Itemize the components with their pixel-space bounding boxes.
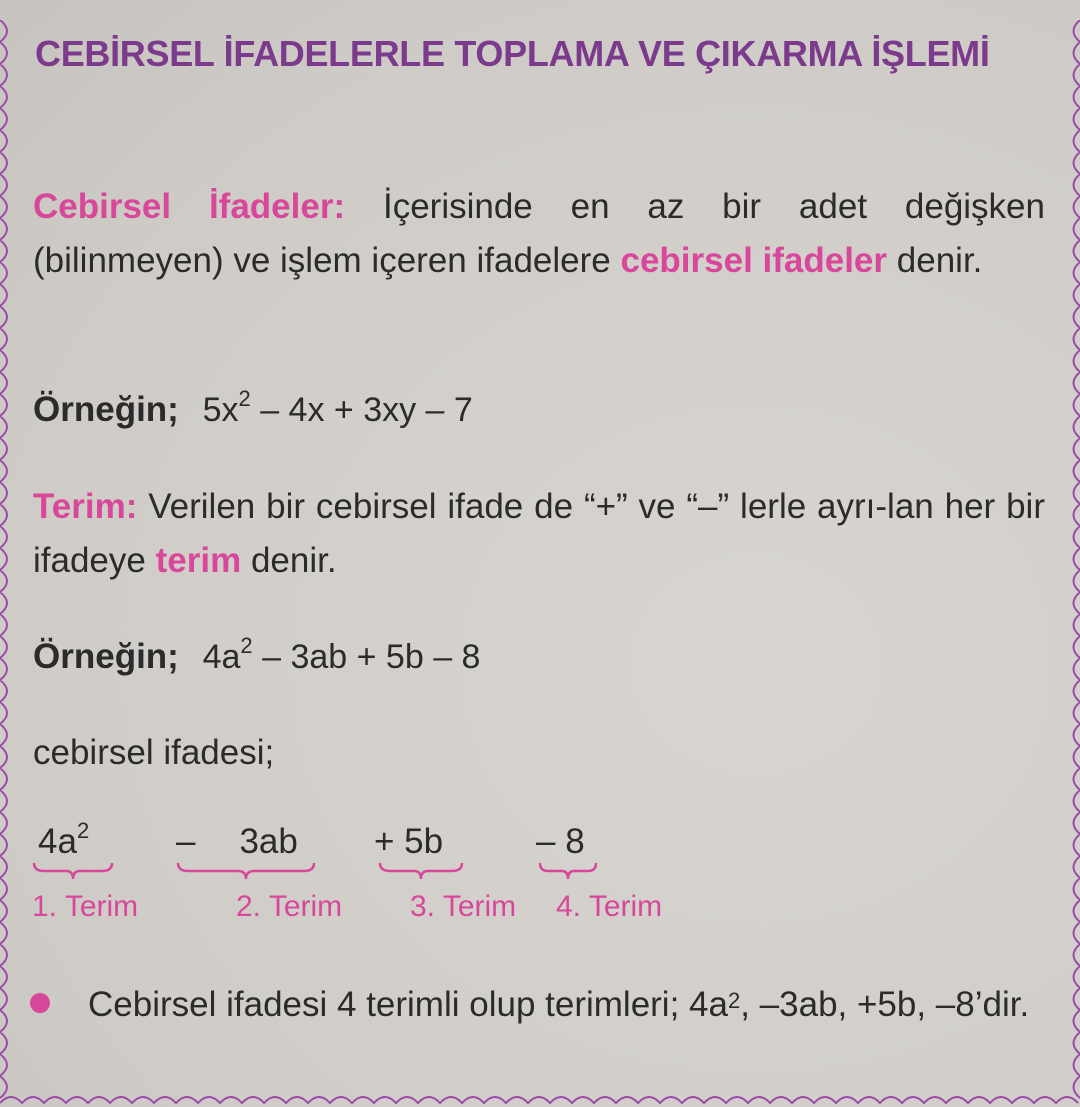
example-1 [33,386,473,430]
expression-caption: cebirsel ifadesi; [33,733,275,772]
term-definition-paragraph [33,480,1045,588]
definition-label: Cebirsel İfadeler: [33,187,346,226]
underbrace-3 [378,860,464,882]
definition-text-1: İçerisinde en az bir adet değişken (bilinmeyen) ve işlem içeren ifadelere [33,187,1045,280]
term-highlight: terim [155,541,242,580]
example-2-label: Örneğin; [33,637,179,676]
example-2 [33,633,481,677]
term-1: $4a^2$ [38,818,90,861]
term-text-1: Verilen bir cebirsel ifade de “+” ve “–” lerle ayrı-lan her bir ifadeye [33,487,1045,580]
definition-highlight: cebirsel ifadeler [620,241,888,280]
term-1-label: 1. Terim [32,890,139,923]
page-title: CEBİRSEL İFADELERLE TOPLAMA VE ÇIKARMA İŞLEMİ [35,33,990,74]
underbrace-4 [538,860,598,882]
bottom-scallop-border [0,1093,1080,1107]
example-2-expression: $4a^2 - 3ab + 5b - 8$ [202,633,481,676]
example-1-expression: $5x^2 - 4x + 3xy - 7$ [202,386,473,429]
term-3: + 5b [374,822,444,861]
term-2-label: 2. Terim [236,890,343,923]
right-scallop-border [1066,20,1080,1100]
term-label: Terim: [33,487,138,526]
underbrace-2 [176,860,316,882]
term-text-2: denir. [250,541,337,580]
definition-paragraph [33,180,1045,288]
term-3-label: 3. Terim [410,890,517,923]
bullet-text: Cebirsel ifadesi 4 terimli olup terimleri; $4a^2$, –3ab, +5b, –8’dir. [88,985,1030,1024]
left-scallop-border [0,20,16,1100]
term-4-label: 4. Terim [556,890,663,923]
definition-text-2: denir. [896,241,983,280]
term-4: – 8 [536,822,585,861]
bullet-icon [30,993,50,1013]
example-1-label: Örneğin; [33,390,179,429]
term-2: – 3ab [176,822,298,861]
underbrace-1 [32,860,114,882]
